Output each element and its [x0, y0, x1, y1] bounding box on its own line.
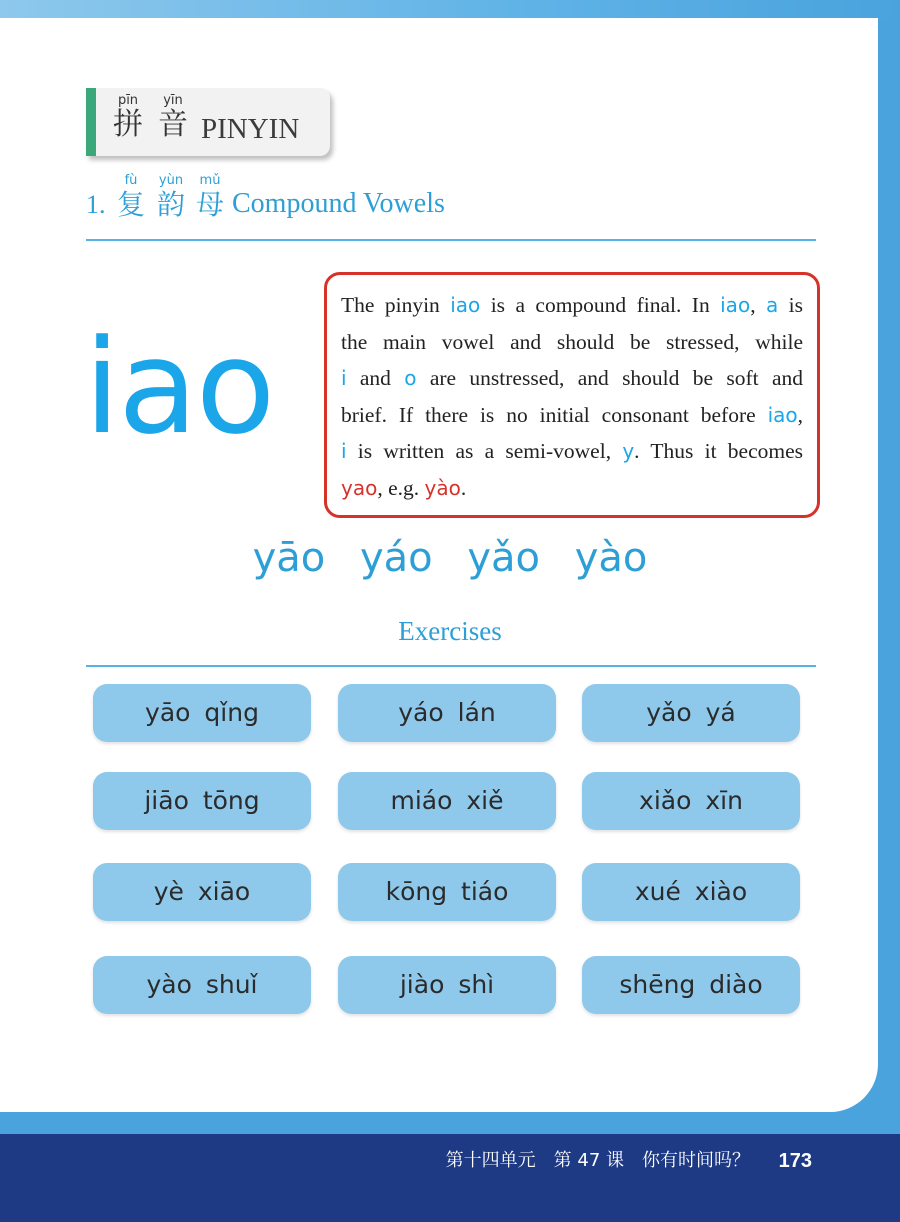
- header-char-1-pinyin: pīn: [117, 93, 139, 108]
- section-char-2-hanzi: 韵: [156, 188, 185, 221]
- header-label: PINYIN: [201, 113, 300, 145]
- note-text: are unstressed, and should be soft and: [416, 366, 803, 390]
- note-text: is written as a semi-vowel,: [346, 439, 623, 463]
- footer-lesson-label: 第十四单元 第 47 课 你有时间吗？: [445, 1150, 750, 1171]
- focus-final: iao: [84, 311, 274, 463]
- header-char-2: [155, 94, 191, 142]
- exercise-item: jiāo tōng: [93, 772, 311, 830]
- top-frame-bar: [0, 0, 900, 20]
- note-line-4: [341, 397, 803, 434]
- section-divider: [86, 239, 816, 241]
- note-line-5: [341, 433, 803, 470]
- note-line-6: [341, 470, 803, 507]
- note-line-3: [341, 360, 803, 397]
- pinyin-highlight: i: [341, 439, 347, 463]
- header-char-2-pinyin: yīn: [163, 93, 183, 108]
- pinyin-highlight: iao: [450, 293, 481, 317]
- exercises-divider: [86, 665, 816, 667]
- pinyin-highlight: i: [341, 366, 347, 390]
- pinyin-highlight: o: [404, 366, 417, 390]
- page-number: 173: [778, 1150, 812, 1172]
- note-line-1: [341, 287, 803, 324]
- note-text: is a compound final. In: [480, 293, 721, 317]
- exercise-item: yè xiāo: [93, 863, 311, 921]
- exercise-item: yào shuǐ: [93, 956, 311, 1014]
- section-number: 1.: [86, 190, 106, 219]
- tone-row: [0, 532, 900, 584]
- exercise-item: yǎo yá: [582, 684, 800, 742]
- exercise-item: kōng tiáo: [338, 863, 556, 921]
- tone-1: yāo: [252, 535, 326, 581]
- note-text: ,: [750, 293, 766, 317]
- exercise-item: yāo qǐng: [93, 684, 311, 742]
- note-text: is: [778, 293, 804, 317]
- section-char-3: [193, 174, 227, 222]
- section-char-2-pinyin: yùn: [158, 173, 184, 188]
- exercise-item: shēng diào: [582, 956, 800, 1014]
- note-text: The pinyin: [341, 293, 451, 317]
- tab-accent-bar: [86, 88, 96, 156]
- section-title: Compound Vowels: [232, 188, 445, 219]
- pinyin-highlight: iao: [720, 293, 751, 317]
- note-text: . Thus it becomes: [634, 439, 803, 463]
- explanation-box: [324, 272, 820, 518]
- note-text: and: [346, 366, 405, 390]
- section-char-3-pinyin: mǔ: [199, 173, 221, 188]
- header-char-1-hanzi: 拼: [113, 107, 143, 142]
- pinyin-highlight: iao: [767, 402, 798, 427]
- exercises-title: Exercises: [398, 616, 502, 646]
- section-char-1-hanzi: 复: [116, 188, 145, 221]
- header-char-2-hanzi: 音: [158, 107, 188, 142]
- section-char-1-pinyin: fù: [124, 173, 138, 188]
- note-text: ,: [797, 402, 803, 427]
- pinyin-highlight: a: [765, 293, 779, 317]
- exercise-item: xiǎo xīn: [582, 772, 800, 830]
- exercise-item: miáo xiě: [338, 772, 556, 830]
- pinyin-highlight: y: [622, 439, 635, 463]
- section-char-3-hanzi: 母: [195, 188, 224, 221]
- note-line-2: the main vowel and should be stressed, while: [341, 329, 803, 354]
- pinyin-red-highlight: yao: [341, 475, 378, 500]
- tone-2: yáo: [359, 535, 433, 581]
- section-char-2: [154, 174, 188, 222]
- pinyin-red-highlight: yào: [424, 475, 461, 500]
- tone-4: yào: [574, 535, 648, 581]
- section-char-1: [114, 174, 148, 222]
- note-text: , e.g.: [377, 475, 425, 500]
- note-text: brief. If there is no initial consonant before: [341, 402, 768, 427]
- tone-3: yǎo: [467, 535, 541, 581]
- header-char-1: [110, 94, 146, 142]
- exercise-item: xué xiào: [582, 863, 800, 921]
- exercise-item: yáo lán: [338, 684, 556, 742]
- note-text: .: [460, 475, 467, 500]
- exercise-item: jiào shì: [338, 956, 556, 1014]
